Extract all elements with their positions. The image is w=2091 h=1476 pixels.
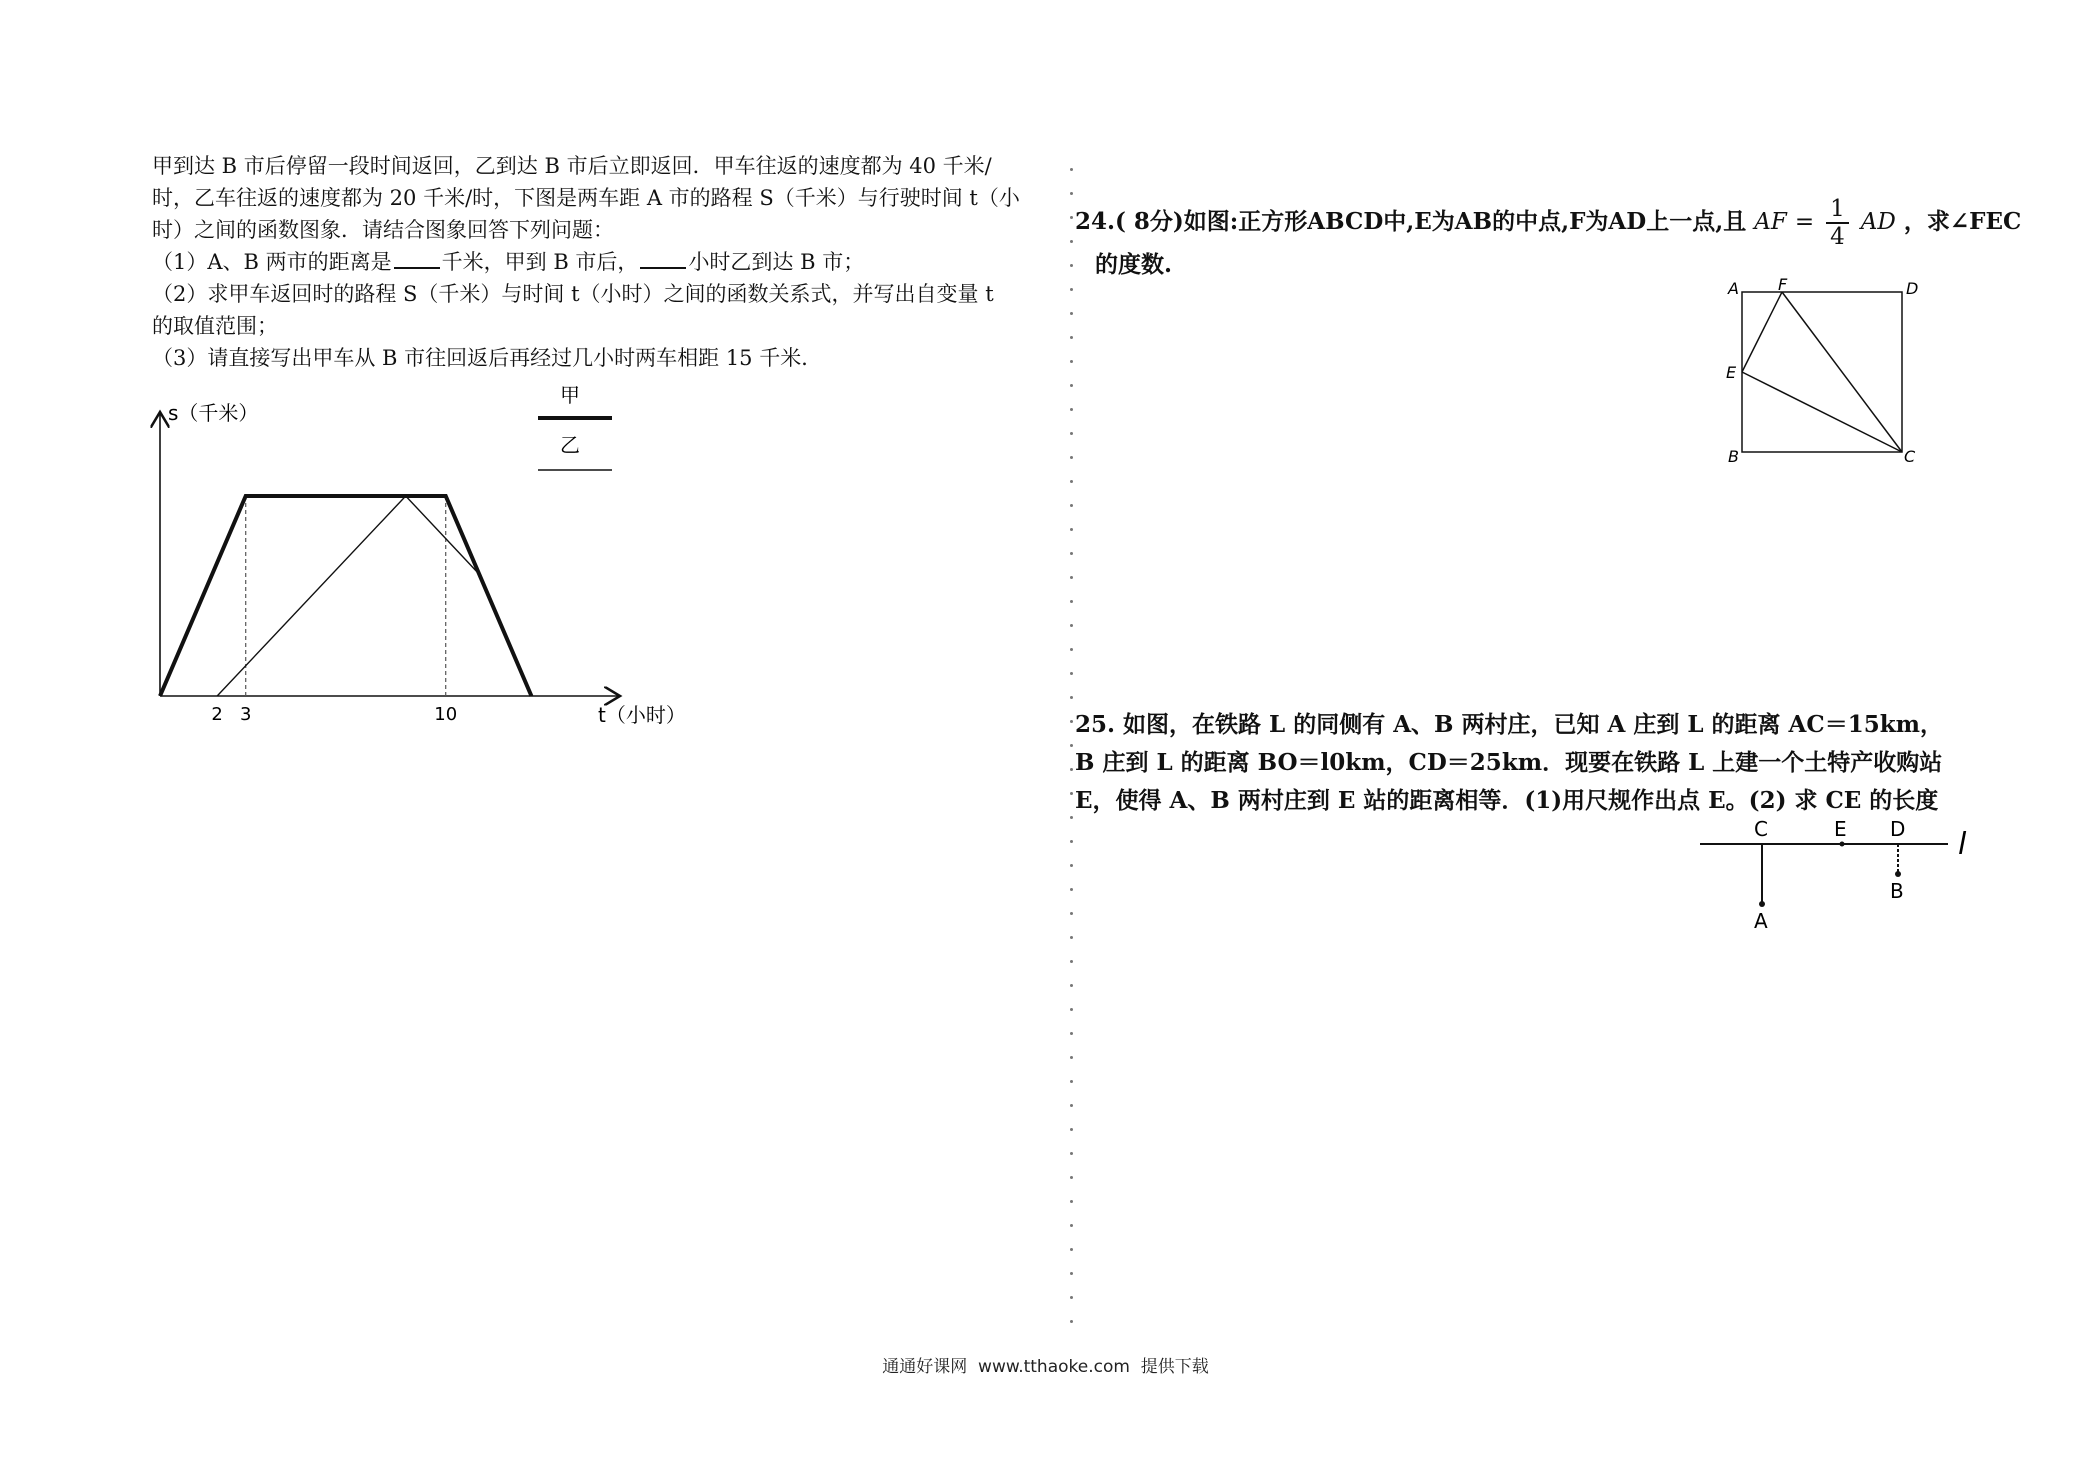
railway-figure	[1690, 808, 1990, 948]
q23-part-1-b: 千米，甲到 B 市后，	[441, 250, 639, 274]
x-tick-label-10: 10	[434, 704, 458, 725]
q23-part-2-line-1: （2）求甲车返回时的路程 S（千米）与时间 t（小时）之间的函数关系式，并写出自变量 t	[152, 282, 994, 306]
segment-fe	[1742, 292, 1782, 372]
separator-dot	[1070, 456, 1073, 459]
label-c: C	[1904, 447, 1916, 466]
separator-dot	[1070, 1080, 1073, 1083]
x-tick-label-3: 3	[239, 704, 252, 725]
legend-label-jia: 甲	[560, 383, 580, 407]
separator-dot	[1070, 432, 1073, 435]
separator-dot	[1070, 624, 1073, 627]
separator-dot	[1070, 1152, 1073, 1155]
separator-dot	[1070, 408, 1073, 411]
label-d: D	[1906, 279, 1919, 298]
q24-fraction-denominator: 4	[1830, 224, 1845, 250]
q24-number: 24.(	[1075, 208, 1126, 235]
series-yi-line	[217, 496, 477, 696]
separator-dot	[1070, 768, 1073, 771]
label-a: A	[1728, 279, 1739, 298]
q24-text: 8分)如图:正方形ABCD中,E为AB的中点,F为AD上一点,且	[1133, 208, 1747, 235]
separator-dot	[1070, 1320, 1073, 1323]
label-b: B	[1728, 447, 1739, 466]
q24-formula-lhs: AF	[1754, 209, 1787, 235]
q23-part-3: （3）请直接写出甲车从 B 市往回返后再经过几小时两车相距 15 千米．	[152, 346, 823, 370]
separator-dot	[1070, 1056, 1073, 1059]
separator-dot	[1070, 720, 1073, 723]
footer-download-note: 通通好课网 www.tthaoke.com 提供下载	[882, 1357, 1209, 1377]
answer-blank-hours[interactable]	[640, 247, 686, 269]
distance-time-chart	[140, 380, 700, 740]
separator-dot	[1070, 600, 1073, 603]
separator-dot	[1070, 1008, 1073, 1011]
separator-dot	[1070, 984, 1073, 987]
question-24	[1075, 196, 2021, 250]
question-23	[152, 150, 1032, 374]
question-25	[1075, 706, 1943, 820]
separator-dot	[1070, 360, 1073, 363]
point-b	[1895, 871, 1901, 877]
q23-line-1: 甲到达 B 市后停留一段时间返回，乙到达 B 市后立即返回．甲车往返的速度都为 40 千米/	[152, 154, 992, 178]
separator-dot	[1070, 816, 1073, 819]
label-e: E	[1726, 363, 1737, 382]
separator-dot	[1070, 1296, 1073, 1299]
separator-dot	[1070, 960, 1073, 963]
q23-part-2-line-2: 的取值范围；	[152, 314, 278, 338]
segment-ec	[1742, 372, 1902, 452]
separator-dot	[1070, 888, 1073, 891]
q23-part-1	[152, 246, 1032, 278]
point-a	[1759, 901, 1765, 907]
rail-label-e: E	[1834, 817, 1847, 841]
rail-label-d: D	[1890, 817, 1906, 841]
rail-label-b: B	[1890, 879, 1904, 903]
q23-part-1-a: （1）A、B 两市的距离是	[152, 250, 392, 274]
separator-dot	[1070, 216, 1073, 219]
x-axis-label: t（小时）	[598, 703, 686, 727]
separator-dot	[1070, 312, 1073, 315]
series-jia-line	[160, 496, 531, 696]
separator-dot	[1070, 792, 1073, 795]
square-abcd	[1742, 292, 1902, 452]
chart-legend	[538, 383, 612, 470]
separator-dot	[1070, 912, 1073, 915]
y-axis-label: s（千米）	[168, 401, 259, 425]
q25-line-1: 25. 如图，在铁路 L 的同侧有 A、B 两村庄，已知 A 庄到 L 的距离 AC＝15km，	[1075, 711, 1943, 738]
rail-label-a: A	[1754, 909, 1768, 933]
separator-dot	[1070, 840, 1073, 843]
legend-label-yi: 乙	[560, 433, 580, 457]
q24-line-2: 的度数.	[1095, 251, 1173, 278]
separator-dot	[1070, 672, 1073, 675]
answer-blank-distance[interactable]	[394, 247, 440, 269]
q23-part-1-c: 小时乙到达 B 市；	[688, 250, 865, 274]
label-f: F	[1778, 278, 1788, 294]
separator-dot	[1070, 240, 1073, 243]
separator-dot	[1070, 1272, 1073, 1275]
separator-dot	[1070, 648, 1073, 651]
separator-dot	[1070, 504, 1073, 507]
q25-line-2: B 庄到 L 的距离 BO＝l0km，CD＝25km．现要在铁路 L 上建一个土特产收购站	[1075, 749, 1943, 776]
q24-ask: ，求∠FEC	[1903, 208, 2022, 235]
separator-dot	[1070, 336, 1073, 339]
rail-label-l: l	[1958, 827, 1967, 862]
separator-dot	[1070, 864, 1073, 867]
rail-label-c: C	[1754, 817, 1768, 841]
segment-fc	[1782, 292, 1902, 452]
separator-dot	[1070, 192, 1073, 195]
separator-dot	[1070, 744, 1073, 747]
separator-dot	[1070, 576, 1073, 579]
q23-line-2: 时，乙车往返的速度都为 20 千米/时，下图是两车距 A 市的路程 S（千米）与行驶时间 t（小	[152, 186, 1020, 210]
separator-dot	[1070, 528, 1073, 531]
q24-formula-rhs: AD	[1860, 209, 1896, 235]
separator-dot	[1070, 936, 1073, 939]
separator-dot	[1070, 1224, 1073, 1227]
q23-line-3: 时）之间的函数图象．请结合图象回答下列问题：	[152, 218, 614, 242]
point-e	[1840, 842, 1845, 847]
separator-dot	[1070, 1248, 1073, 1251]
separator-dot	[1070, 1104, 1073, 1107]
separator-dot	[1070, 384, 1073, 387]
q24-fraction-numerator: 1	[1826, 196, 1849, 224]
separator-dot	[1070, 1128, 1073, 1131]
separator-dot	[1070, 696, 1073, 699]
separator-dot	[1070, 1176, 1073, 1179]
separator-dot	[1070, 264, 1073, 267]
separator-dot	[1070, 168, 1073, 171]
separator-dot	[1070, 1032, 1073, 1035]
square-abcd-figure	[1720, 278, 1920, 478]
q24-fraction	[1826, 196, 1849, 250]
separator-dot	[1070, 288, 1073, 291]
q24-formula-eq: =	[1794, 209, 1815, 235]
x-tick-label-2: 2	[211, 704, 223, 725]
separator-dot	[1070, 552, 1073, 555]
q25-line-3: E，使得 A、B 两村庄到 E 站的距离相等．(1)用尺规作出点 E。(2) 求 CE 的长度	[1075, 787, 1939, 814]
separator-dot	[1070, 480, 1073, 483]
separator-dot	[1070, 1200, 1073, 1203]
